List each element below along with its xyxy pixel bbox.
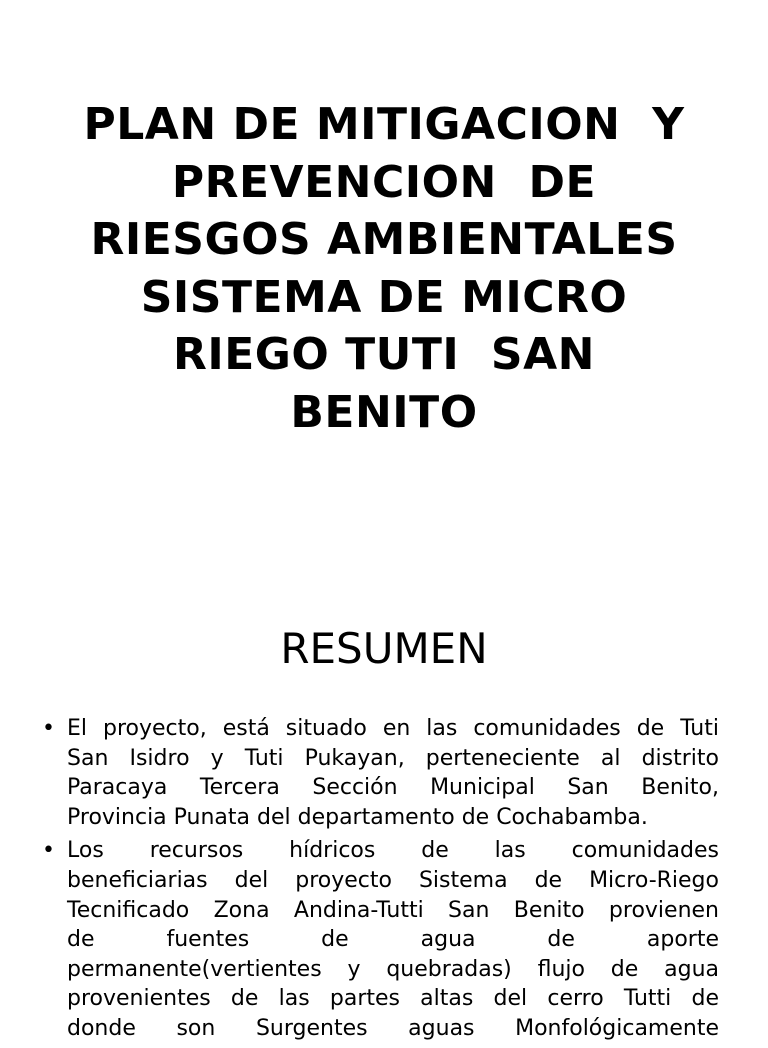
bullet-item: [0, 836, 768, 1043]
title-line: SISTEMA DE MICRO: [140, 271, 628, 323]
bullet-line: beneficiarias del proyecto Sistema de Micro-Riego: [67, 867, 719, 893]
section-heading: RESUMEN: [280, 624, 488, 673]
bullet-item: [0, 714, 768, 832]
title-line: RIEGO TUTI SAN: [173, 329, 595, 380]
title-line: PLAN DE MITIGACION Y: [83, 99, 685, 150]
title-line: RIESGOS AMBIENTALES: [90, 214, 678, 265]
bullet-line: Tecnificado Zona Andina-Tutti San Benito provienen: [67, 897, 719, 923]
title-line: PREVENCION DE: [171, 156, 597, 208]
bullet-line: provenientes de las partes altas del cerro Tutti de: [67, 986, 719, 1012]
bullet-line: permanente(vertientes y quebradas) flujo de agua: [67, 956, 719, 982]
bullet-list: [0, 714, 768, 1048]
title-line: BENITO: [290, 386, 478, 438]
bullet-icon: •: [42, 838, 55, 864]
bullet-icon: •: [42, 716, 55, 741]
bullet-line: Paracaya Tercera Sección Municipal San Benito,: [67, 775, 719, 801]
slide-title: [40, 96, 728, 441]
bullet-line: Los recursos hídricos de las comunidades: [67, 838, 719, 864]
bullet-line: donde son Surgentes aguas Monfológicamente: [67, 1015, 719, 1041]
bullet-line: de fuentes de agua de aporte: [67, 927, 719, 953]
bullet-line: El proyecto, está situado en las comunidades de Tuti: [67, 716, 719, 741]
bullet-line: San Isidro y Tuti Pukayan, perteneciente al distrito: [67, 745, 719, 771]
bullet-text: [67, 836, 719, 1043]
bullet-line: Provincia Punata del departamento de Cochabamba.: [67, 804, 648, 830]
bullet-text: [67, 714, 719, 832]
